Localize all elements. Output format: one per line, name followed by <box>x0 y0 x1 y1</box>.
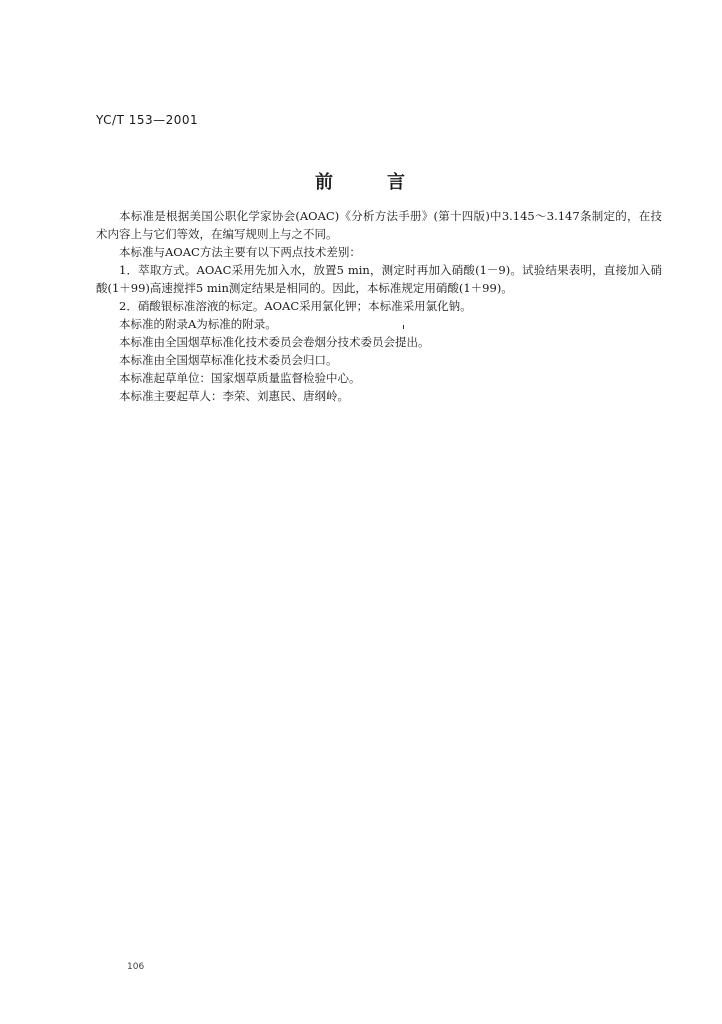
title-part-2: 言 <box>387 172 407 193</box>
paragraph-basis: 本标准是根据美国公职化学家协会(AOAC)《分析方法手册》(第十四版)中3.145～3.147条制定的，在技术内容上与它们等效，在编写规则上与之不同。 <box>96 209 662 241</box>
paragraph-drafters: 本标准主要起草人：李荣、刘惠民、唐纲岭。 <box>119 389 349 403</box>
page-title <box>0 168 722 194</box>
title-part-1: 前 <box>315 172 335 193</box>
foreword-body <box>96 207 662 405</box>
standard-code: YC/T 153—2001 <box>96 113 199 127</box>
scan-speck <box>403 325 404 329</box>
paragraph-difference-1: 1．萃取方式。AOAC采用先加入水，放置5 min，测定时再加入硝酸(1－9)。试验结果表明，直接加入硝酸(1＋99)高速搅拌5 min测定结果是相同的。因此，本标准规定用硝酸(1＋99)。 <box>96 263 662 295</box>
paragraph-centralized-by: 本标准由全国烟草标准化技术委员会归口。 <box>119 353 338 367</box>
paragraph-difference-2: 2．硝酸银标准溶液的标定。AOAC采用氯化钾；本标准采用氯化钠。 <box>119 299 472 313</box>
paragraph-appendix: 本标准的附录A为标准的附录。 <box>119 317 277 331</box>
paragraph-differences-intro: 本标准与AOAC方法主要有以下两点技术差别： <box>119 245 361 259</box>
paragraph-proposed-by: 本标准由全国烟草标准化技术委员会卷烟分技术委员会提出。 <box>119 335 430 349</box>
paragraph-drafting-unit: 本标准起草单位：国家烟草质量监督检验中心。 <box>119 371 361 385</box>
page-number: 106 <box>127 962 145 972</box>
